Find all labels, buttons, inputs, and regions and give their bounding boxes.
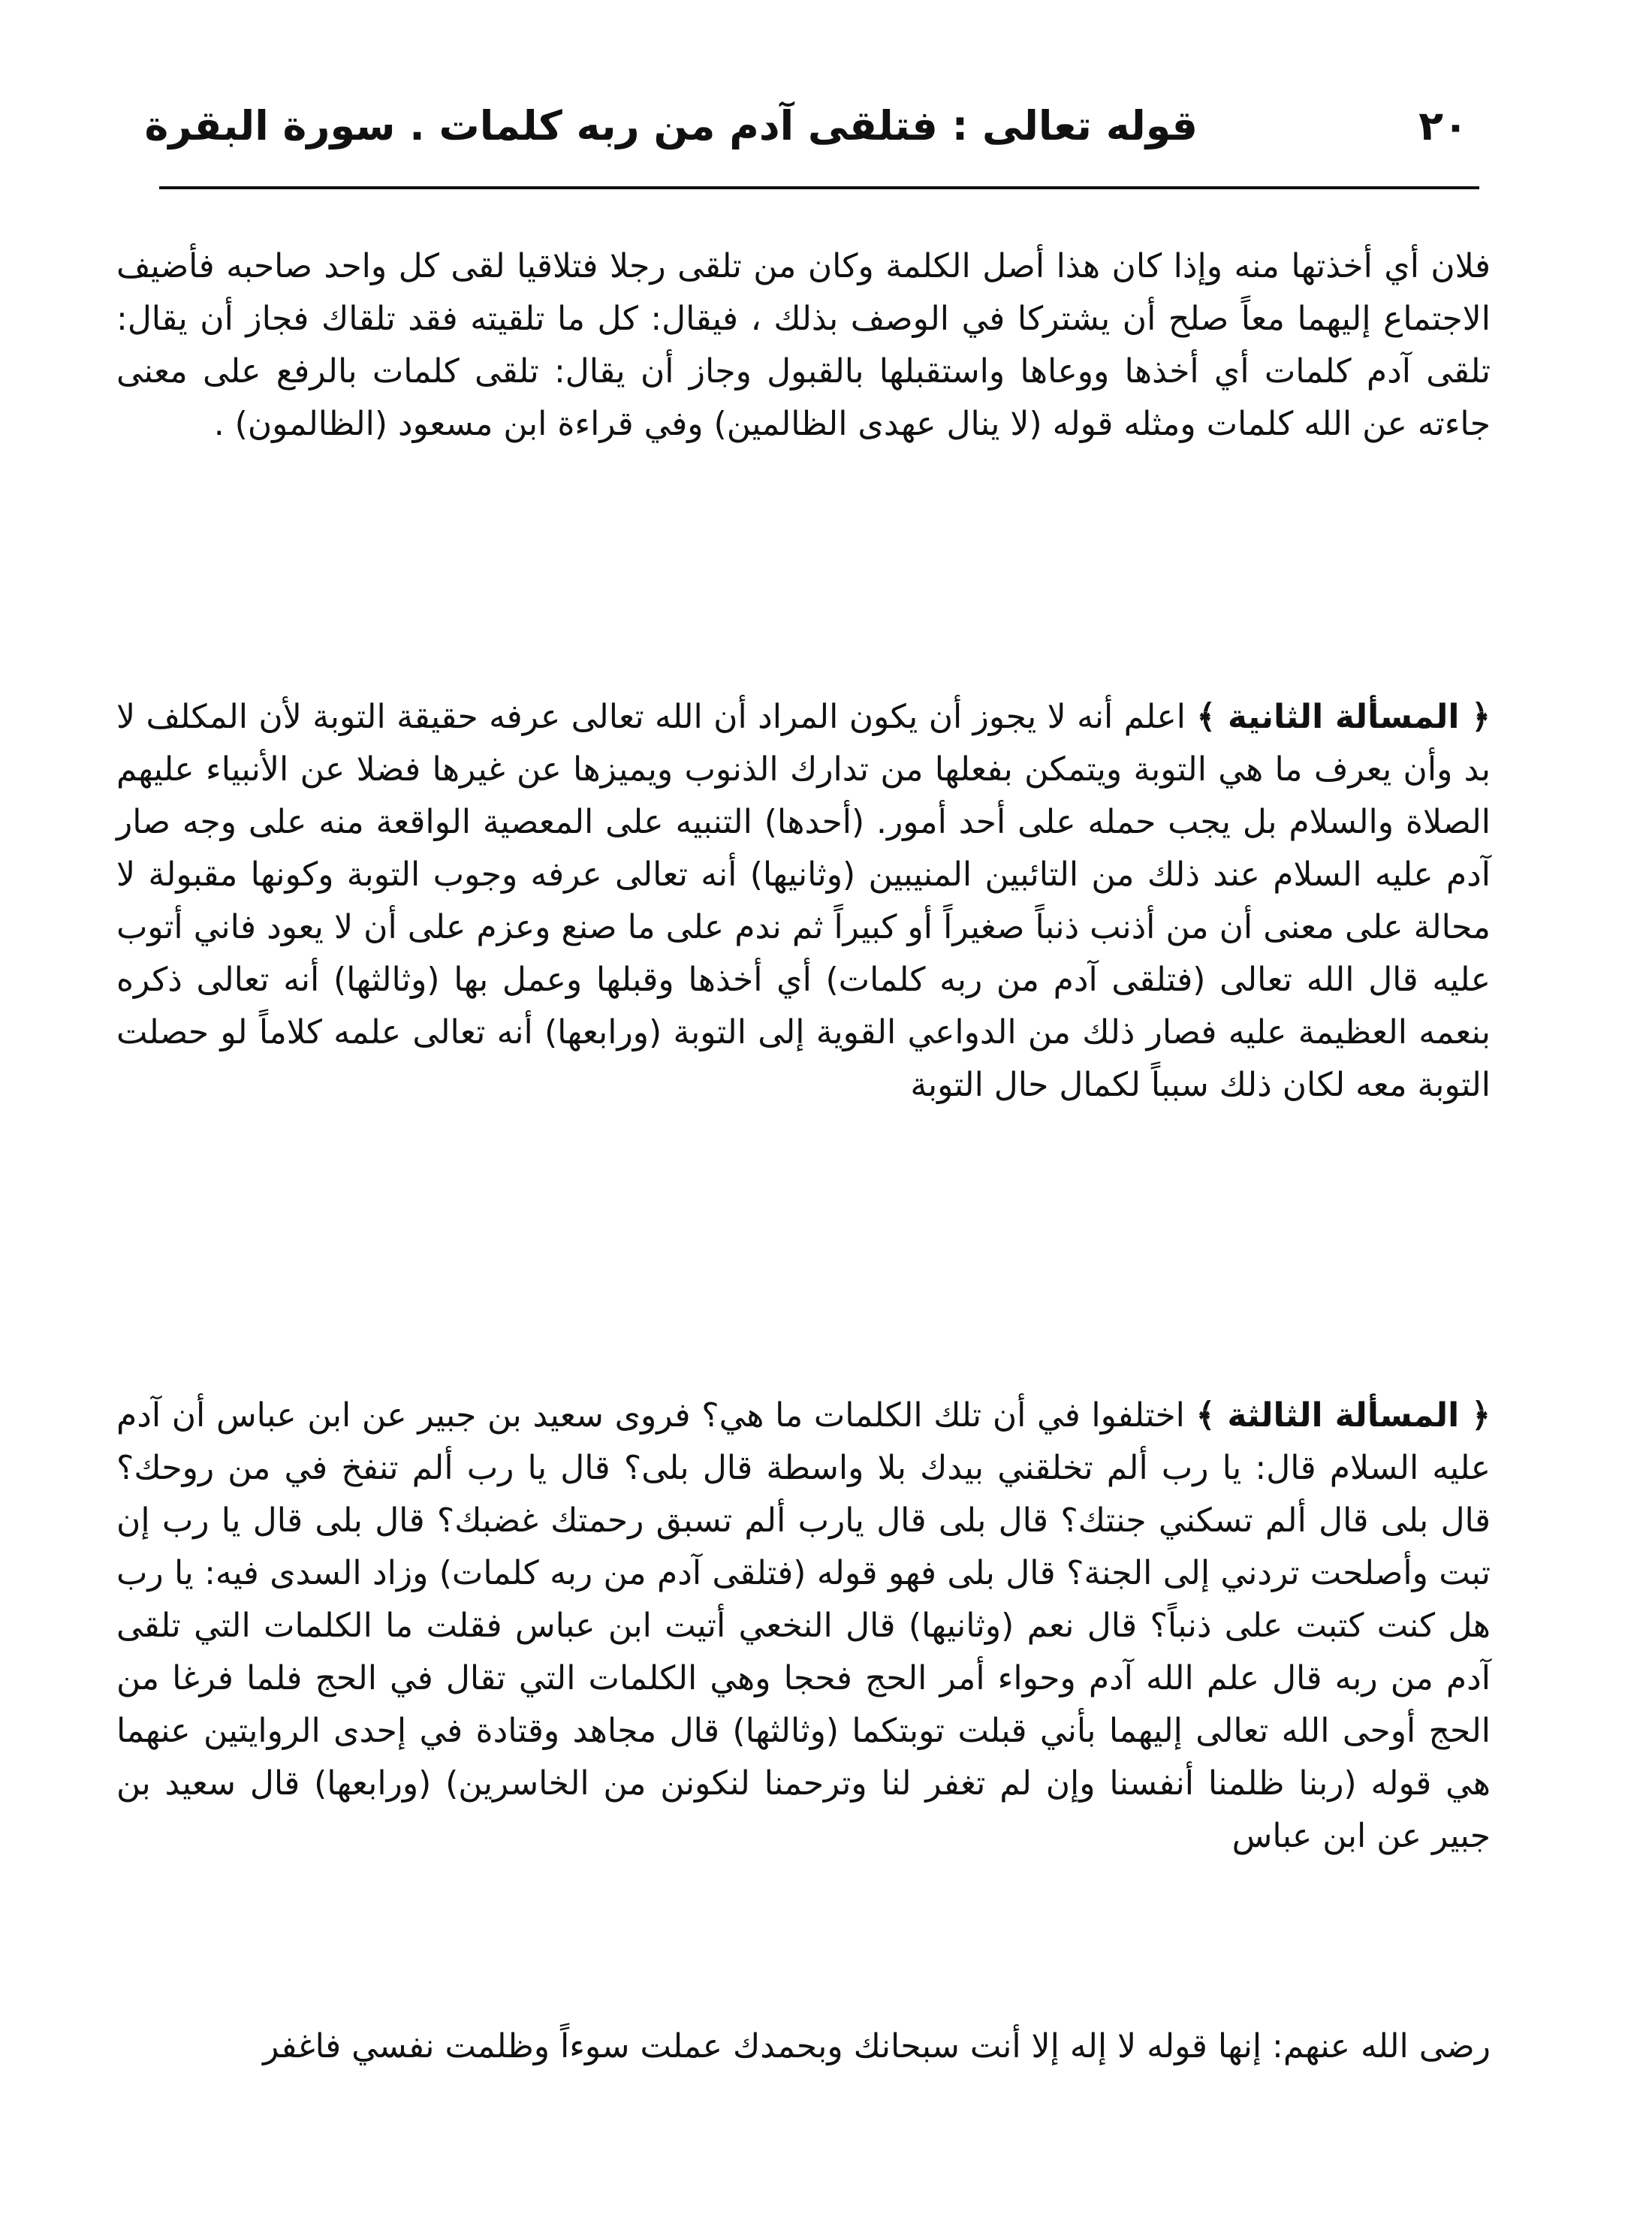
paragraph-2-text: اعلم أنه لا يجوز أن يكون المراد أن الله تعالى عرفه حقيقة التوبة لأن المكلف لا بد وأن يعرف ما هي التوبة ويتمكن بفعلها من تدارك الذنوب ويميزها عن غيرها فضلا عن الأنبياء عليهم الصلاة والسلام بل يجب حمله على أحد أمور. (أحدها) التنبيه على المعصية الواقعة منه على وجه صار آدم عليه السلام عند ذلك من التائبين المنيبين (وثانيها) أنه تعالى عرفه وجوب التوبة وكونها مقبولة لا محالة على معنى أن من أذنب ذنباً صغيراً أو كبيراً ثم ندم على ما صنع وعزم على أن لا يعود فاني أتوب عليه قال الله تعالى (فتلقى آدم من ربه كلمات) أي أخذها وقبلها وعمل بها (وثالثها) أنه تعالى ذكره بنعمه العظيمة عليه فصار ذلك من الدواعي القوية إلى التوبة (ورابعها) أنه تعالى علمه كلاماً لو حصلت التوبة معه لكان ذلك سبباً لكمال حال التوبة (116, 698, 1491, 1104)
paragraph-3-text: اختلفوا في أن تلك الكلمات ما هي؟ فروى سعيد بن جبير عن ابن عباس أن آدم عليه السلام قال: يا رب ألم تخلقني بيدك بلا واسطة قال بلى؟ قال يا رب ألم تنفخ في من روحك؟ قال بلى قال ألم تسكني جنتك؟ قال بلى قال يارب ألم تسبق رحمتك غضبك؟ قال بلى قال يا رب إن تبت وأصلحت تردني إلى الجنة؟ قال بلى فهو قوله (فتلقى آدم من ربه كلمات) وزاد السدى فيه: يا رب هل كنت كتبت على ذنباً؟ قال نعم (وثانيها) قال النخعي أتيت ابن عباس فقلت ما الكلمات التي تلقى آدم من ربه قال علم الله آدم وحواء أمر الحج فحجا وهي الكلمات التي تقال في الحج فلما فرغا من الحج أوحى الله تعالى إليهما بأني قبلت توبتكما (وثالثها) قال مجاهد وقتادة في إحدى الروايتين عنهما هي قوله (ربنا ظلمنا أنفسنا وإن لم تغفر لنا وترحمنا لنكونن من الخاسرين) (ورابعها) قال سعيد بن جبير عن ابن عباس (116, 1396, 1491, 1855)
section-heading-2: ﴿ المسألة الثانية ﴾ (1196, 698, 1491, 736)
running-title: قوله تعالى : فتلقى آدم من ربه كلمات . سورة البقرة (144, 102, 1198, 149)
section-heading-3: ﴿ المسألة الثالثة ﴾ (1195, 1396, 1491, 1435)
header-rule (159, 186, 1479, 189)
paragraph-1 (116, 240, 1491, 451)
paragraph-2 (116, 691, 1491, 1112)
page-number: ٢٠ (1418, 102, 1468, 149)
paragraph-4 (116, 2020, 1491, 2073)
paragraph-3 (116, 1390, 1491, 1863)
page-header (144, 96, 1468, 156)
paragraph-4-text: رضى الله عنهم: إنها قوله لا إله إلا أنت سبحانك وبحمدك عملت سوءاً وظلمت نفسي فاغفر (263, 2027, 1491, 2066)
paragraph-1-text: فلان أي أخذتها منه وإذا كان هذا أصل الكلمة وكان من تلقى رجلا فتلاقيا لقى كل واحد صاحبه فأضيف الاجتماع إليهما معاً صلح أن يشتركا في الوصف بذلك ، فيقال: كل ما تلقيته فقد تلقاك فجاز أن يقال: تلقى آدم كلمات أي أخذها ووعاها واستقبلها بالقبول وجاز أن يقال: تلقى كلمات بالرفع على معنى جاءته عن الله كلمات ومثله قوله (لا ينال عهدى الظالمين) وفي قراءة ابن مسعود (الظالمون) . (116, 247, 1491, 443)
